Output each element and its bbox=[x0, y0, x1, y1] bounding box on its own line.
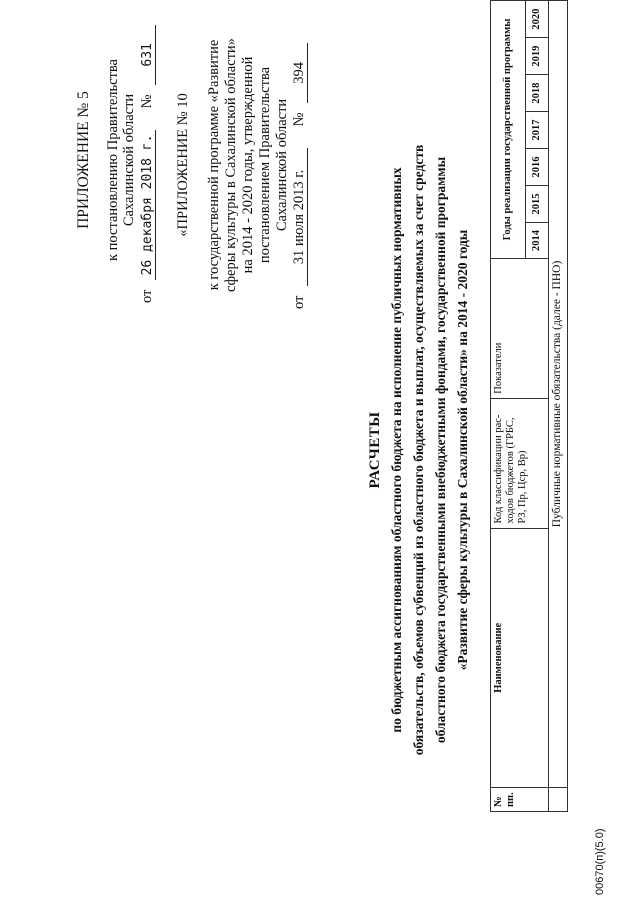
year-2015: 2015 bbox=[526, 185, 549, 222]
appendix-5-line-1: к постановлению Правительства bbox=[105, 59, 121, 261]
form-code: 00670(п)(5.0) bbox=[594, 828, 606, 895]
heading-line-2: обязательств, объемов субвенций из областного бюджета и выплат, осуществляемых за счет средств bbox=[411, 144, 426, 756]
year-2018: 2018 bbox=[526, 75, 549, 112]
program-number: 394 bbox=[292, 43, 308, 103]
decree-number: 631 bbox=[140, 25, 156, 85]
ipno-calculation-table bbox=[490, 0, 568, 812]
appendix-10-line-1: к государственной программе «Развитие bbox=[206, 39, 222, 291]
appendix-10-line-3: на 2014 - 2020 годы, утвержденной bbox=[240, 56, 256, 274]
header-budget-code: Код классификации рас- ходов бюджетов (ГРБС, РЗ, Пр, Цср, Вр) bbox=[491, 398, 549, 528]
table-section-row bbox=[549, 1, 568, 812]
heading-line-1: по бюджетным ассигнованиям областного бюджета на исполнение публичных нормативных bbox=[389, 167, 404, 733]
appendix-10-line-4: постановлением Правительства bbox=[257, 66, 273, 264]
number-label: № bbox=[291, 112, 307, 127]
table-header-row bbox=[491, 1, 526, 812]
heading-line-3: областного бюджета государственными внебюджетными фондами, государственной программы bbox=[433, 156, 448, 744]
appendix-10-block bbox=[170, 15, 320, 315]
appendix-10-title: «ПРИЛОЖЕНИЕ № 10 bbox=[175, 93, 191, 237]
program-date: 31 июля 2013 г. bbox=[292, 148, 308, 286]
header-name: Наименование bbox=[491, 528, 549, 787]
appendix-5-line-2: Сахалинской области bbox=[121, 93, 137, 227]
header-indicators: Показатели bbox=[491, 258, 549, 398]
document-heading bbox=[367, 100, 487, 800]
header-number: № пп. bbox=[491, 788, 549, 812]
appendix-10-line-5: Сахалинской области bbox=[274, 98, 290, 232]
from-label: от bbox=[291, 295, 307, 309]
year-2020: 2020 bbox=[526, 1, 549, 38]
appendix-10-line-2: сферы культуры в Сахалинской области» bbox=[223, 38, 239, 292]
appendix-5-title: ПРИЛОЖЕНИЕ № 5 bbox=[75, 91, 92, 229]
year-2017: 2017 bbox=[526, 112, 549, 149]
year-2014: 2014 bbox=[526, 222, 549, 258]
header-years-group: Годы реализации государственной программы bbox=[491, 1, 526, 259]
heading-line-4: «Развитие сферы культуры в Сахалинской области» на 2014 - 2020 годы bbox=[455, 229, 470, 671]
appendix-10-signature-line bbox=[291, 43, 308, 309]
from-label: от bbox=[139, 289, 155, 303]
decree-date: 26 декабря 2018 г. bbox=[140, 130, 156, 280]
year-2016: 2016 bbox=[526, 149, 549, 186]
heading-title: РАСЧЕТЫ bbox=[367, 411, 383, 489]
section-number-cell bbox=[549, 788, 568, 812]
appendix-5-block bbox=[70, 15, 160, 305]
number-label: № bbox=[139, 94, 155, 109]
section-ipno: Публичные нормативные обязательства (далее - ПНО) bbox=[549, 1, 568, 788]
appendix-5-signature-line bbox=[139, 25, 156, 303]
year-2019: 2019 bbox=[526, 38, 549, 75]
